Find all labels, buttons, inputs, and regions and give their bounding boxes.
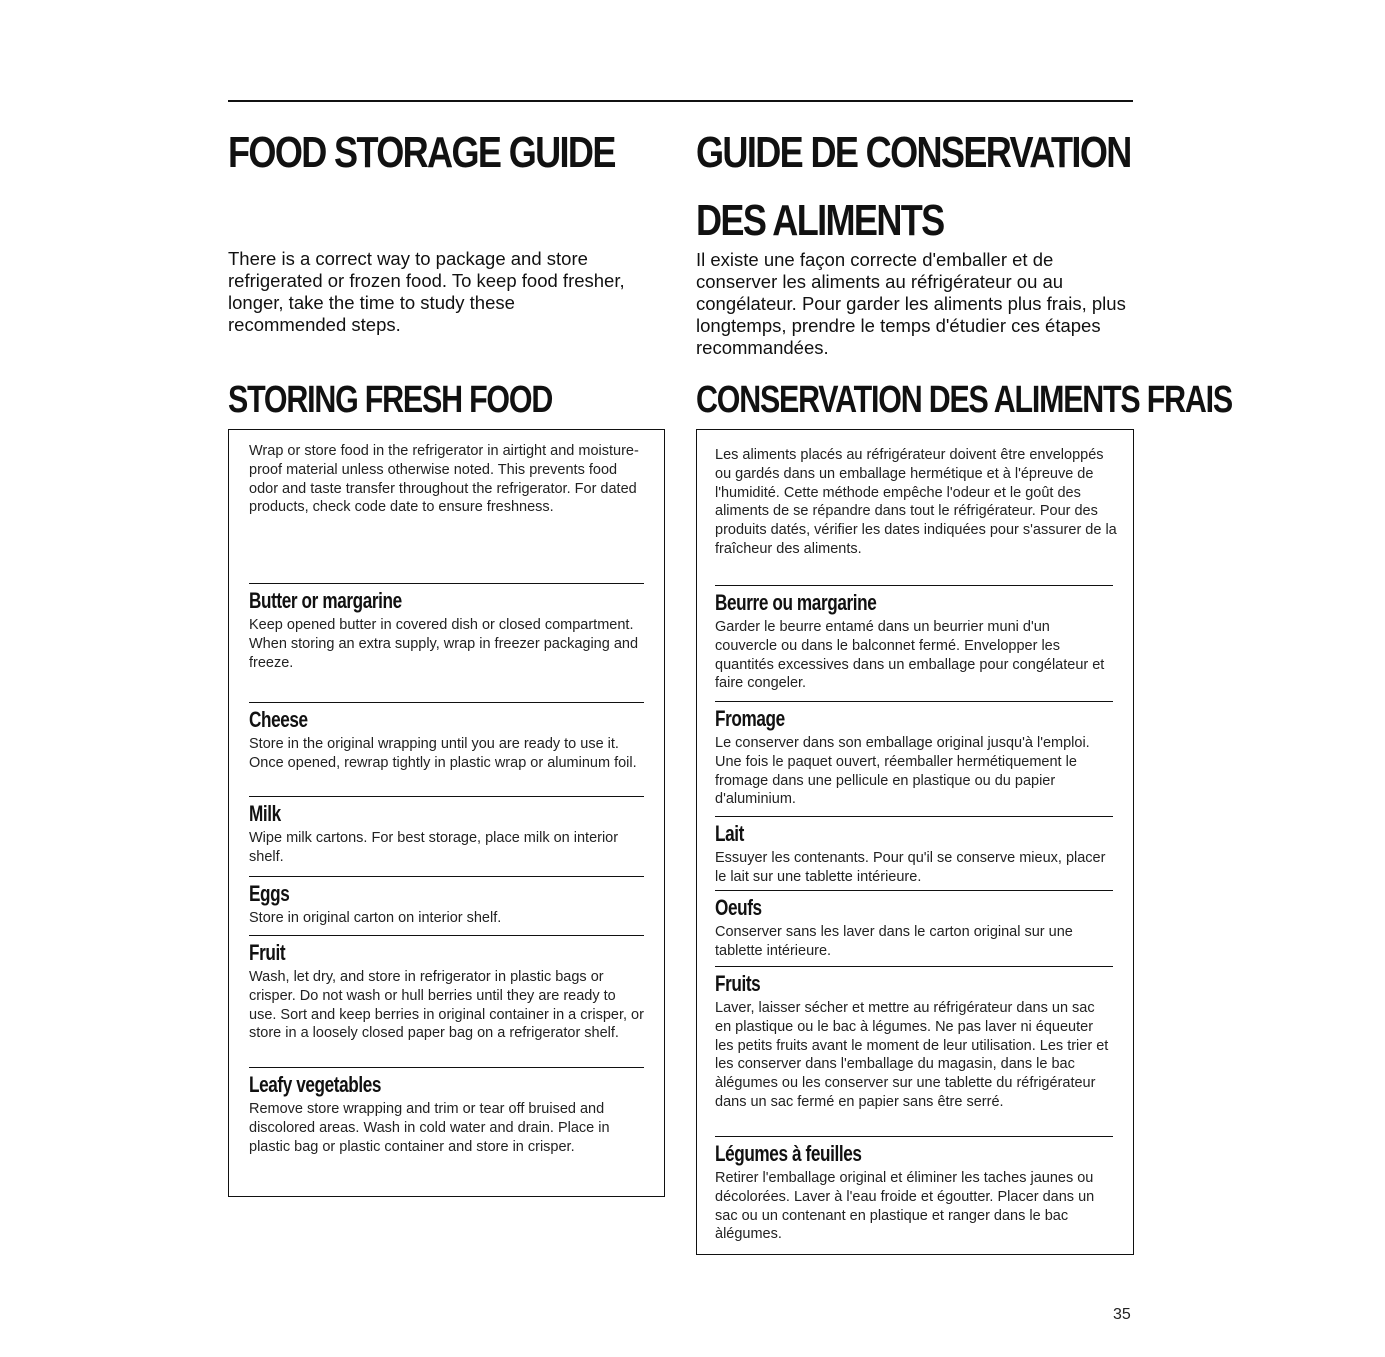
french-item-cheese (715, 701, 1113, 809)
french-storage-box (696, 429, 1134, 1255)
divider (249, 583, 644, 584)
french-item-heading: Légumes à feuilles (715, 1141, 862, 1166)
english-page-title: FOOD STORAGE GUIDE (228, 128, 615, 177)
english-item-text: Wash, let dry, and store in refrigerator in plastic bags or crisper. Do not wash or hull berries until they are ready to use. Sort and keep berries in original container in a crisper, or store in a loosely closed paper bag on a refrigerator shelf. (249, 969, 644, 1042)
french-item-text: Le conserver dans son emballage original jusqu'à l'emploi. Une fois le paquet ouvert, réemballer hermétiquement le fromage dans une pellicule en plastique ou du papier d'aluminium. (715, 735, 1090, 808)
english-item-eggs (249, 876, 644, 928)
divider (249, 796, 644, 797)
french-item-heading: Fromage (715, 706, 785, 731)
french-box-intro: Les aliments placés au réfrigérateur doivent être enveloppés ou gardés dans un emballage hermétique et à l'épreuve de l'humidité. Cette méthode empêche l'odeur et le goût des aliments de se répandre dans tout le réfrigérateur. Pour des produits datés, vérifier les dates indiquées pour s'assurer de la fraîcheur des aliments. (715, 447, 1117, 557)
french-section-title: CONSERVATION DES ALIMENTS FRAIS (696, 379, 1232, 421)
french-item-milk (715, 816, 1113, 887)
french-item-fruits (715, 966, 1113, 1112)
french-title-block (696, 128, 1136, 246)
french-item-heading: Beurre ou margarine (715, 590, 877, 615)
french-page-title-line1: GUIDE DE CONSERVATION (696, 128, 1131, 177)
french-section-title-block (696, 378, 1232, 422)
english-item-text: Store in original carton on interior shelf. (249, 910, 502, 926)
divider (249, 935, 644, 936)
french-item-text: Retirer l'emballage original et éliminer les taches jaunes ou décolorées. Laver à l'eau froide et égoutter. Placer dans un sac ou un contenant en plastique et ranger dans le bac àlégumes. (715, 1170, 1095, 1243)
french-item-heading: Lait (715, 821, 744, 846)
french-item-leafy (715, 1136, 1113, 1244)
english-section-title-block (228, 378, 648, 422)
divider (249, 702, 644, 703)
english-box-intro: Wrap or store food in the refrigerator in airtight and moisture-proof material unless otherwise noted. This prevents food odor and taste transfer throughout the refrigerator. For dated products, check code date to ensure freshness. (249, 443, 639, 516)
english-item-heading: Cheese (249, 707, 308, 732)
english-item-heading: Butter or margarine (249, 588, 402, 613)
french-item-eggs (715, 890, 1113, 961)
english-item-butter (249, 583, 644, 672)
english-item-text: Store in the original wrapping until you are ready to use it. Once opened, rewrap tightly in plastic wrap or aluminum foil. (249, 736, 637, 771)
french-item-heading: Oeufs (715, 895, 762, 920)
divider (715, 1136, 1113, 1137)
english-title-block (228, 128, 648, 178)
divider (715, 701, 1113, 702)
divider (715, 585, 1113, 586)
english-item-text: Wipe milk cartons. For best storage, place milk on interior shelf. (249, 830, 619, 865)
french-item-text: Garder le beurre entamé dans un beurrier muni d'un couvercle ou dans le balconnet fermé. Envelopper les quantités excessives dans un emballage pour congélateur et faire congeler. (715, 619, 1105, 692)
english-item-leafy (249, 1067, 644, 1156)
divider (249, 1067, 644, 1068)
english-item-text: Remove store wrapping and trim or tear off bruised and discolored areas. Wash in cold water and drain. Place in plastic bag or plastic container and store in crisper. (249, 1101, 610, 1155)
english-item-heading: Milk (249, 801, 281, 826)
divider (715, 966, 1113, 967)
french-item-text: Essuyer les contenants. Pour qu'il se conserve mieux, placer le lait sur une tablette intérieure. (715, 850, 1106, 885)
english-section-title: STORING FRESH FOOD (228, 379, 553, 421)
english-item-cheese (249, 702, 644, 773)
french-item-butter (715, 585, 1113, 693)
top-rule (228, 100, 1133, 102)
french-item-text: Laver, laisser sécher et mettre au réfrigérateur dans un sac en plastique ou le bac à légumes. Ne pas laver ni équeuter les petits fruits avant le moment de leur utilisation. Les trier et les conserver dans l'emballage du magasin, dans le bac àlégumes ou les conserver sur une tablette du réfrigérateur dans un sac fermé en papier sans être serré. (715, 1000, 1109, 1110)
english-item-fruit (249, 935, 644, 1043)
french-item-text: Conserver sans les laver dans le carton original sur une tablette intérieure. (715, 924, 1073, 959)
divider (249, 876, 644, 877)
french-page-title-line2: DES ALIMENTS (696, 196, 944, 245)
english-item-heading: Leafy vegetables (249, 1072, 382, 1097)
french-intro: Il existe une façon correcte d'emballer et de conserver les aliments au réfrigérateur ou au congélateur. Pour garder les aliments plus frais, plus longtemps, prendre le temps d'étudier ces étapes recommandées. (696, 249, 1126, 358)
english-storage-box (228, 429, 665, 1197)
page-number: 35 (1113, 1306, 1131, 1323)
english-intro-block (228, 248, 638, 336)
english-item-milk (249, 796, 644, 867)
french-item-heading: Fruits (715, 971, 761, 996)
english-item-heading: Fruit (249, 940, 286, 965)
english-item-text: Keep opened butter in covered dish or closed compartment. When storing an extra supply, wrap in freezer packaging and freeze. (249, 617, 639, 671)
divider (715, 816, 1113, 817)
english-item-heading: Eggs (249, 881, 290, 906)
english-intro: There is a correct way to package and store refrigerated or frozen food. To keep food fresher, longer, take the time to study these recommended steps. (228, 248, 625, 335)
french-intro-block (696, 249, 1134, 359)
divider (715, 890, 1113, 891)
